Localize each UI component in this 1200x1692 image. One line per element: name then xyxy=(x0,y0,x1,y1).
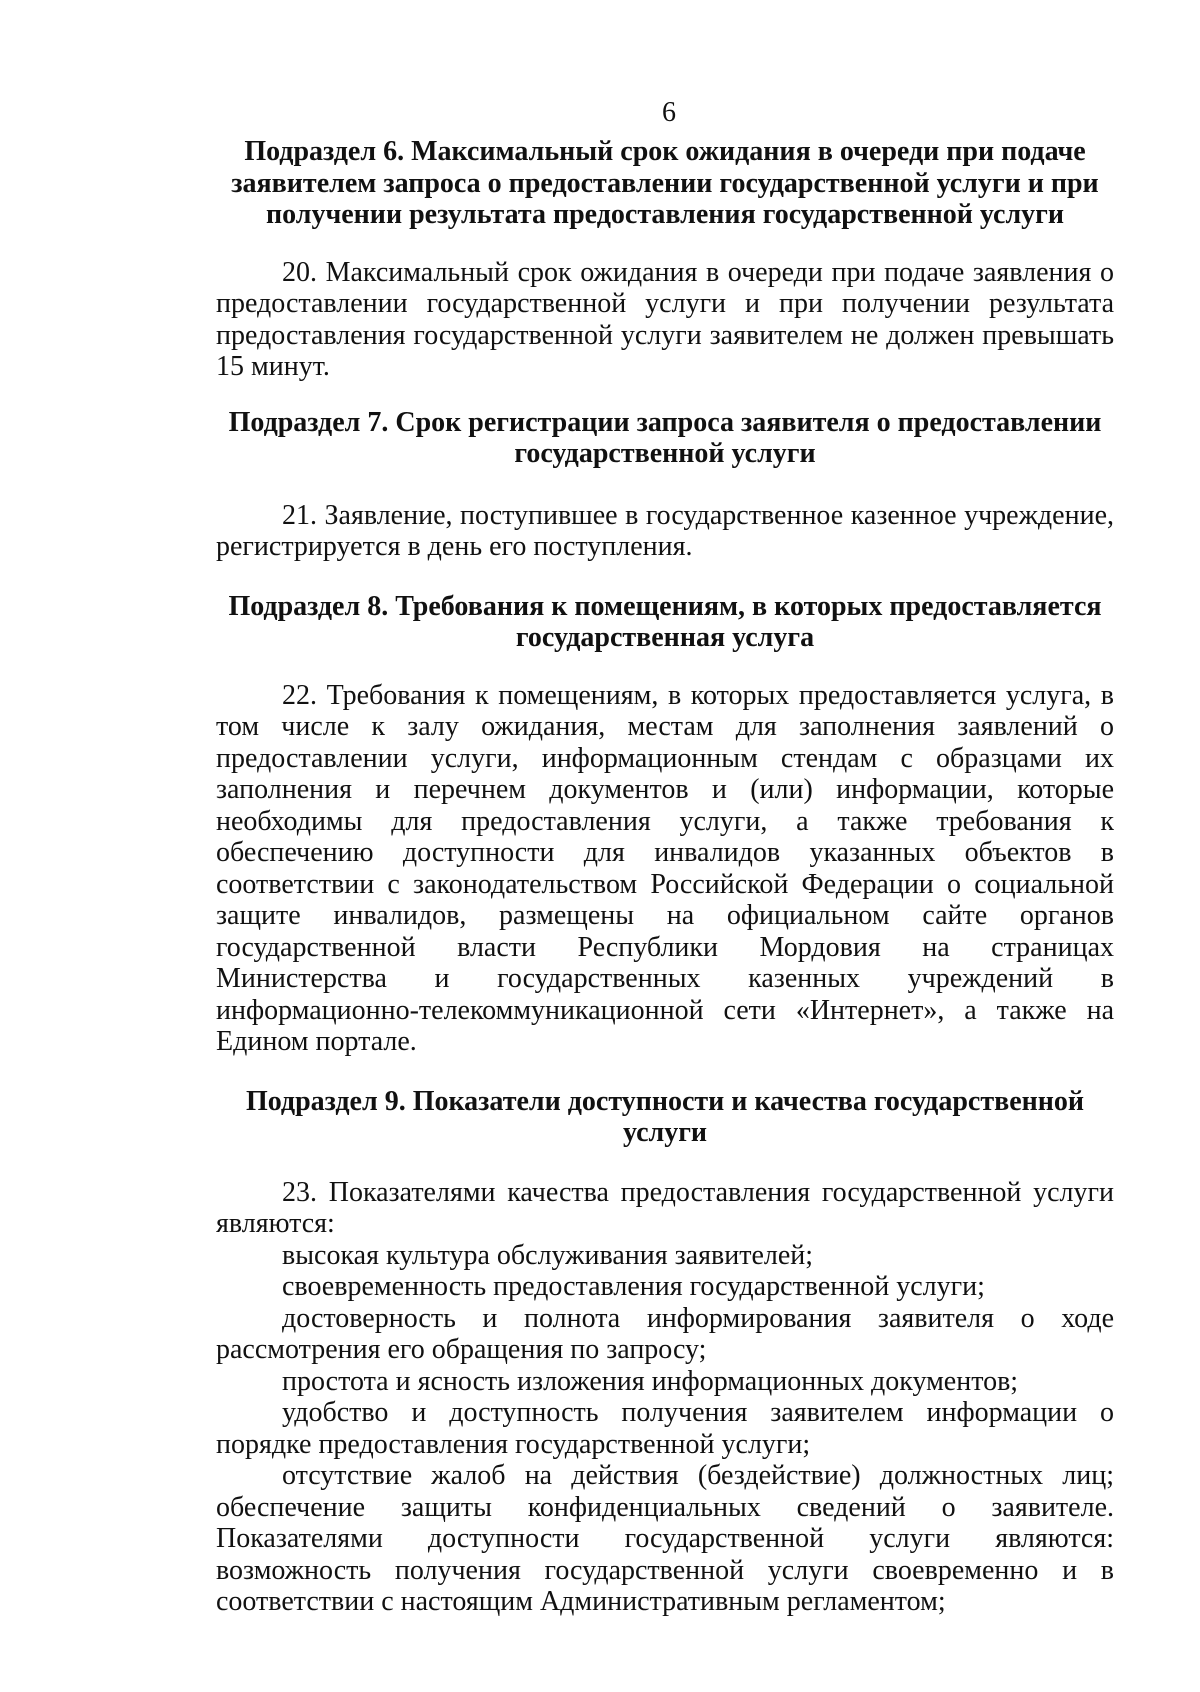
list-item: отсутствие жалоб на действия (бездействие) должностных лиц; обеспечение защиты конфиденциальных сведений о заявителе. Показателями доступности государственной услуги являются: возможность получения государственной услуги своевременно и в соответствии с настоящим Административным регламентом; xyxy=(216,1460,1114,1617)
section-9-heading xyxy=(216,1086,1114,1149)
list-item: своевременность предоставления государственной услуги; xyxy=(282,1271,985,1302)
heading-line: услуги xyxy=(622,1117,708,1148)
heading-line: государственной услуги xyxy=(514,438,816,469)
heading-line: Подраздел 6. Максимальный срок ожидания в очереди при подаче xyxy=(244,136,1086,167)
heading-line: государственная услуга xyxy=(515,622,815,653)
heading-line: Подраздел 9. Показатели доступности и качества государственной xyxy=(245,1085,1085,1117)
section-6-heading xyxy=(216,136,1114,231)
heading-line: получении результата предоставления государственной услуги xyxy=(265,199,1065,230)
list-item: достоверность и полнота информирования заявителя о ходе рассмотрения его обращения по запросу; xyxy=(216,1302,1114,1365)
heading-line: Подраздел 7. Срок регистрации запроса заявителя о предоставлении xyxy=(228,406,1102,438)
paragraph-21: 21. Заявление, поступившее в государственное казенное учреждение, регистрируется в день его поступления. xyxy=(216,499,1114,562)
list-item: высокая культура обслуживания заявителей; xyxy=(282,1239,814,1271)
section-8-heading xyxy=(216,591,1114,654)
section-7-heading xyxy=(216,407,1114,470)
heading-line: заявителем запроса о предоставлении государственной услуги и при xyxy=(231,167,1099,199)
list-item: удобство и доступность получения заявителем информации о порядке предоставления государственной услуги; xyxy=(216,1397,1114,1460)
paragraph-23: 23. Показателями качества предоставления государственной услуги являются: xyxy=(216,1176,1114,1239)
heading-line: Подраздел 8. Требования к помещениям, в которых предоставляется xyxy=(228,590,1102,622)
page-number: 6 xyxy=(662,97,676,128)
paragraph-22: 22. Требования к помещениям, в которых предоставляется услуга, в том числе к залу ожидания, местам для заполнения заявлений о предоставлении услуги, информационным стендам с образцами их заполнения и перечнем документов и (или) информации, которые необходимы для предоставления услуги, а также требования к обеспечению доступности для инвалидов указанных объектов в соответствии с законодательством Российской Федерации о социальной защите инвалидов, размещены на официальном сайте органов государственной власти Республики Мордовия на страницах Министерства и государственных казенных учреждений в информационно-телекоммуникационной сети «Интернет», а также на Едином портале. xyxy=(216,679,1114,1057)
paragraph-20: 20. Максимальный срок ожидания в очереди при подаче заявления о предоставлении государственной услуги и при получении результата предоставления государственной услуги заявителем не должен превышать 15 минут. xyxy=(216,256,1114,382)
page-content xyxy=(216,136,1114,1618)
list-item: простота и ясность изложения информационных документов; xyxy=(282,1365,1019,1397)
